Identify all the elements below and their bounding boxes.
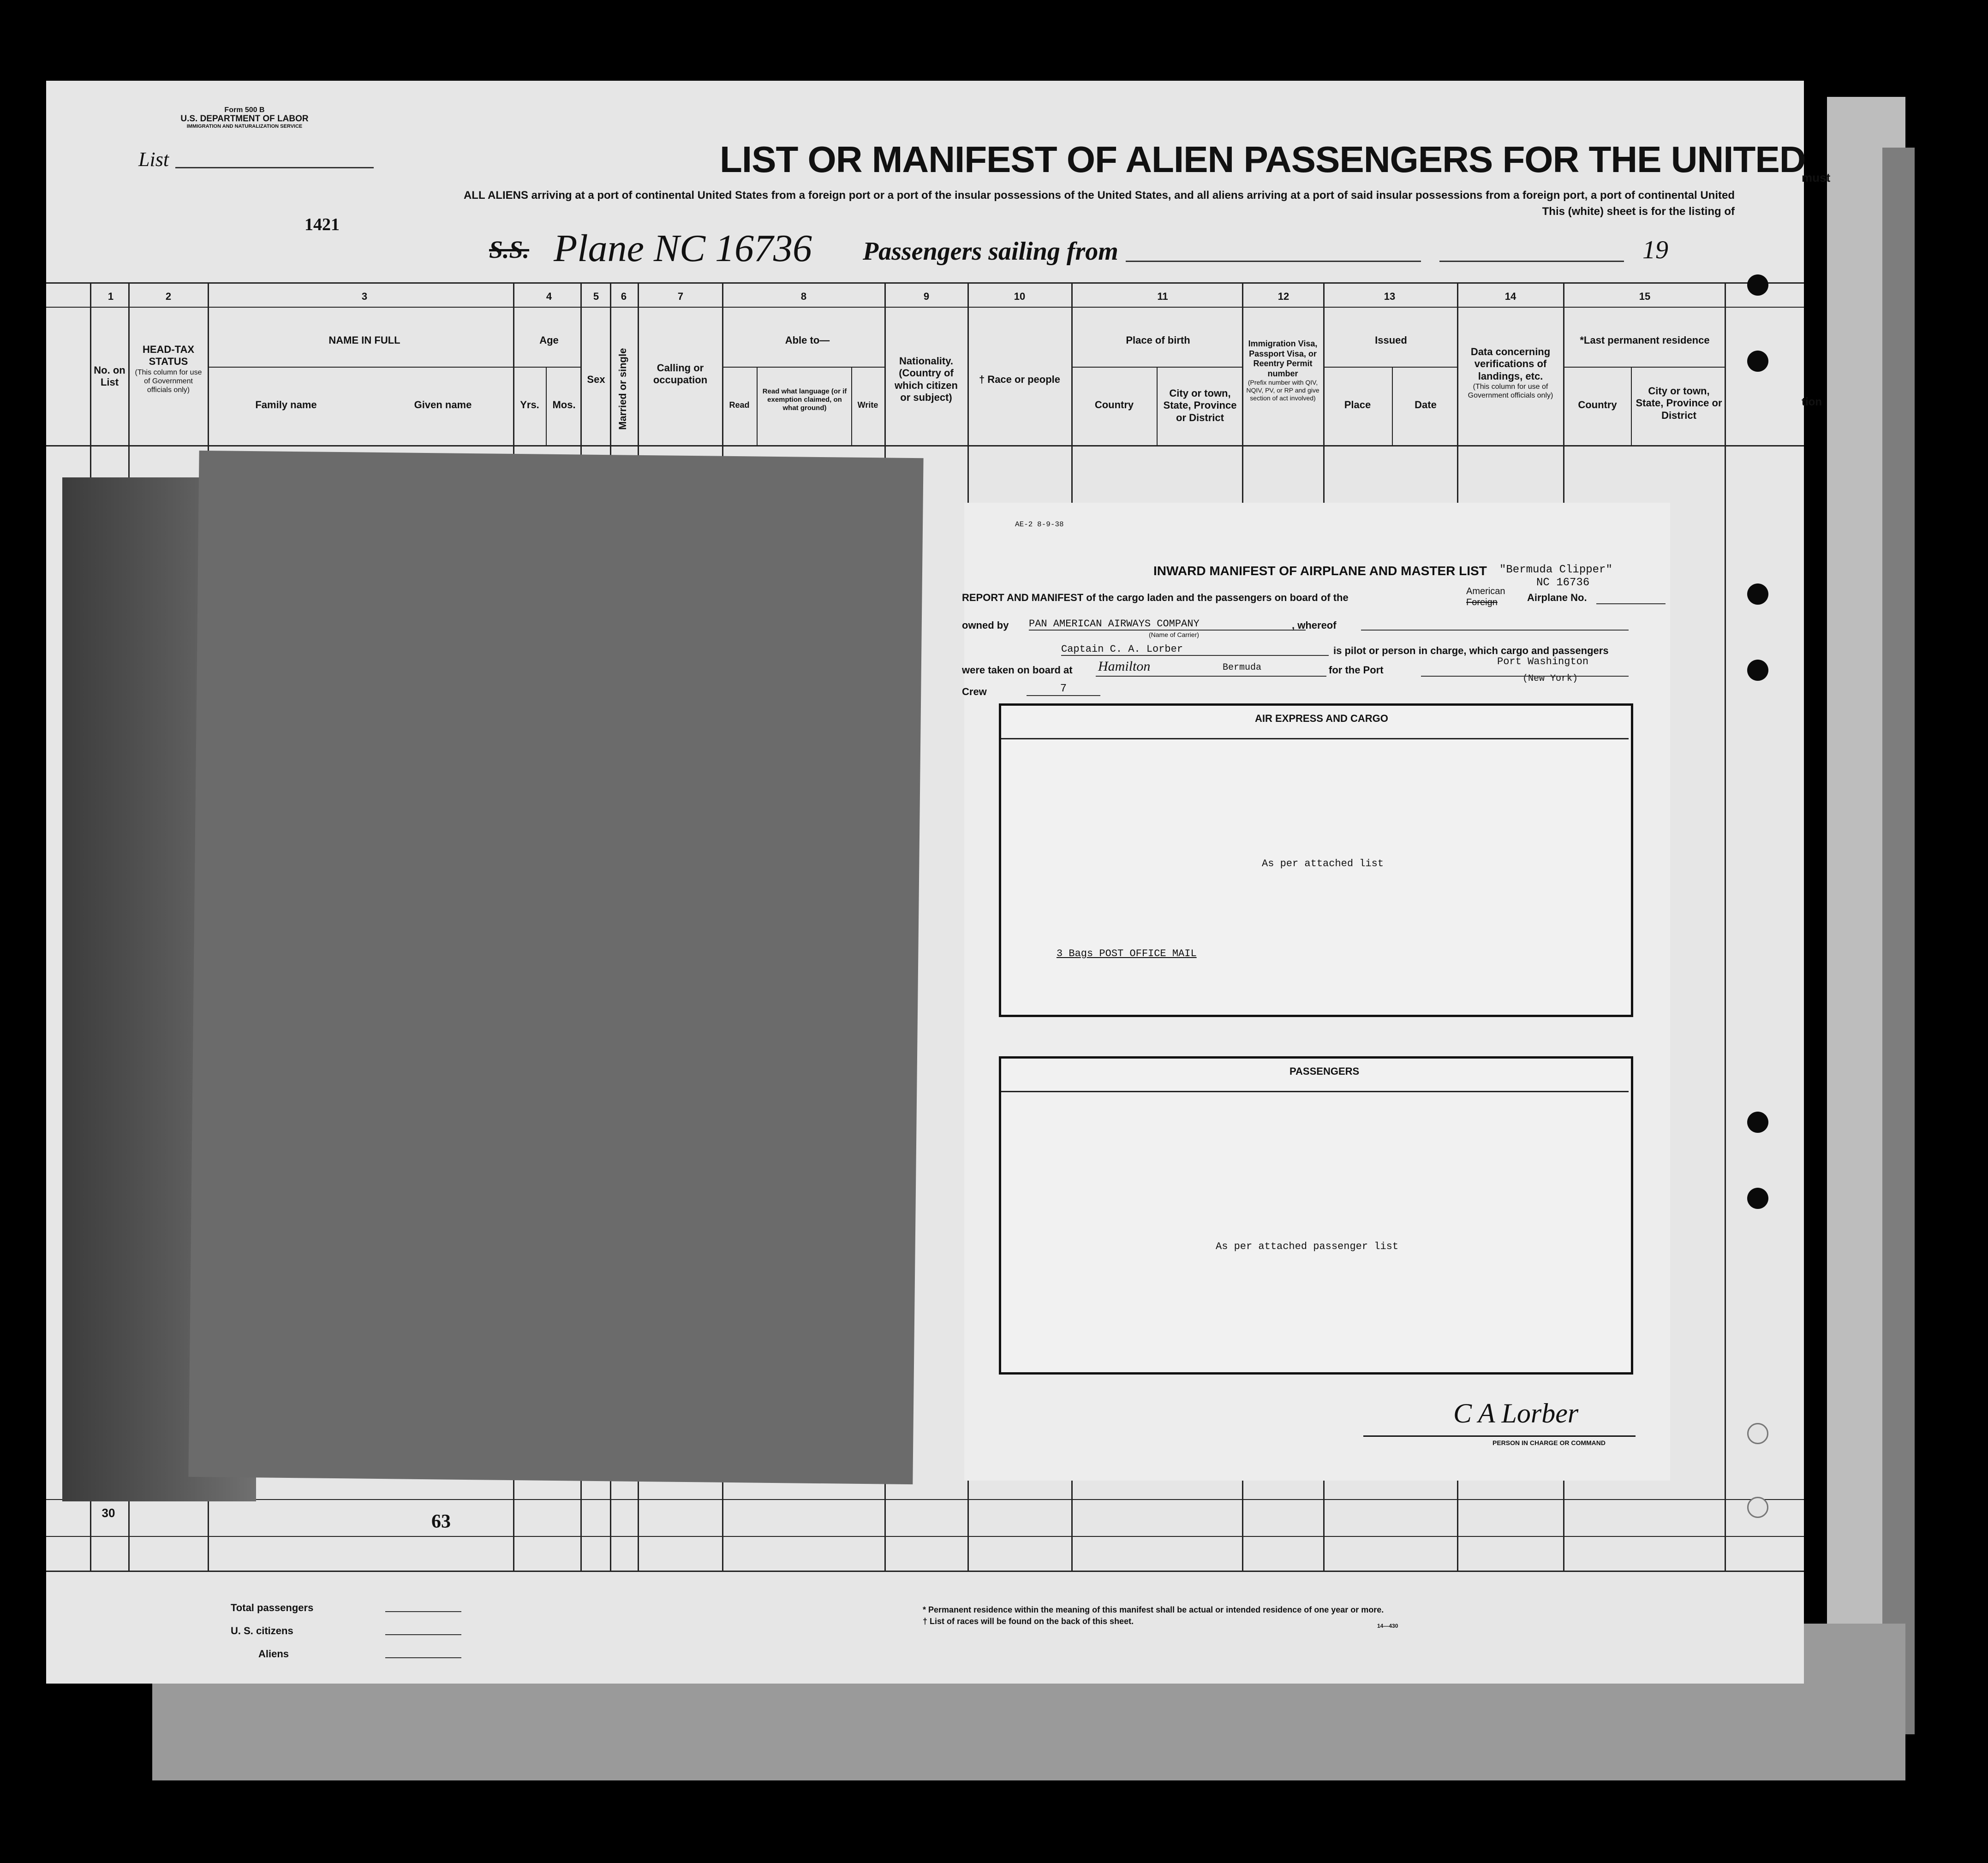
column-header-years: Yrs. (520, 399, 539, 411)
column-number: 5 (593, 291, 599, 302)
subheader-divider (1323, 367, 1457, 368)
column-number: 1 (107, 291, 114, 302)
footnote-races: † List of races will be found on the back of this sheet. (923, 1617, 1134, 1626)
binder-hole (1747, 583, 1768, 605)
column-number: 3 (361, 291, 368, 302)
column-header-place-of-birth: Place of birth (1126, 334, 1190, 346)
column-number: 10 (1014, 291, 1026, 302)
column-header-head-tax: HEAD-TAX STATUS (This column for use of Government officials only) (135, 344, 202, 394)
column-number: 4 (546, 291, 552, 302)
column-number: 7 (677, 291, 684, 302)
column-header-married: Married or single (616, 348, 628, 430)
pilot-text: is pilot or person in charge, which cargo and passengers (1333, 645, 1609, 656)
taken-place-line (1096, 676, 1326, 677)
passengers-box (999, 1056, 1633, 1375)
column-number: 15 (1639, 291, 1651, 302)
subheader-divider (757, 367, 758, 446)
foreign-label: Foreign (1466, 597, 1498, 607)
column-header-no-on-list: No. on List (94, 364, 125, 388)
report-text: REPORT AND MANIFEST of the cargo laden and the passengers on board of the (962, 592, 1349, 603)
binder-hole (1747, 1497, 1768, 1518)
total-passengers-label: Total passengers (231, 1602, 314, 1613)
signature-caption: PERSON IN CHARGE OR COMMAND (1492, 1439, 1606, 1446)
column-header-nationality: Nationality. (Country of which citizen or subject) (895, 355, 958, 404)
page-title: LIST OR MANIFEST OF ALIEN PASSENGERS FOR THE UNITED (720, 139, 1806, 180)
passengers-header-divider (1001, 1091, 1629, 1092)
column-header-given-name: Given name (414, 399, 472, 411)
column-header-family-name: Family name (255, 399, 317, 411)
whereof-label: , whereof (1292, 619, 1337, 631)
airplane-no-label: Airplane No. (1527, 592, 1587, 603)
subheader-divider (1631, 367, 1632, 446)
plane-name: "Bermuda Clipper" (1499, 564, 1612, 576)
row-30-mark: 63 (431, 1511, 451, 1532)
binder-hole (1747, 1188, 1768, 1209)
inward-form-code: AE-2 8-9-38 (1015, 520, 1064, 529)
subheader-divider (546, 367, 547, 446)
port-state: (New York) (1522, 673, 1578, 684)
aliens-label: Aliens (258, 1648, 289, 1660)
column-header-sex: Sex (587, 374, 605, 385)
us-citizens-label: U. S. citizens (231, 1625, 293, 1637)
column-number-divider (46, 307, 1804, 308)
column-number: 9 (923, 291, 930, 302)
column-header-visa: Immigration Visa, Passport Visa, or Reentry Permit number (Prefix number with QIV, NQIV, PV, or RP and give section of act involved) (1246, 339, 1319, 402)
column-header-months: Mos. (552, 399, 576, 411)
column-header-age: Age (539, 334, 559, 346)
subheader-divider (1392, 367, 1393, 446)
list-label: List (138, 148, 169, 171)
column-number: 6 (621, 291, 627, 302)
table-top-border (46, 282, 1804, 284)
row-divider (46, 1536, 1804, 1537)
year-prefix: 19 (1642, 236, 1668, 264)
cargo-header-divider (1001, 738, 1629, 739)
column-number: 12 (1278, 291, 1290, 302)
passengers-header: PASSENGERS (1290, 1065, 1360, 1077)
column-header-residence-city: City or town, State, Province or District (1636, 385, 1722, 421)
department-name: U.S. DEPARTMENT OF LABOR (180, 113, 309, 124)
column-header-verifications: Data concerning verifications of landings, etc. (This column for use of Government officials only) (1468, 346, 1553, 400)
table-bottom-border (46, 1571, 1804, 1572)
subheader-divider (722, 367, 884, 368)
plane-number: NC 16736 (1536, 577, 1590, 589)
print-code: 14—430 (1377, 1623, 1398, 1629)
column-number: 2 (165, 291, 172, 302)
stamp-number: 1421 (304, 215, 340, 234)
aliens-line (385, 1657, 461, 1658)
passengers-text: As per attached passenger list (1216, 1241, 1399, 1252)
binder-hole (1747, 351, 1768, 372)
column-header-issued-place: Place (1344, 399, 1371, 411)
subheader-divider (1563, 367, 1725, 368)
subheader-divider (1157, 367, 1158, 446)
subtitle-line-2: This (white) sheet is for the listing of (1542, 205, 1735, 218)
taken-place: Bermuda (1223, 662, 1262, 673)
form-header (175, 106, 314, 130)
sailing-from-line (1126, 261, 1421, 262)
column-number: 8 (800, 291, 807, 302)
vessel-name-handwritten: Plane NC 16736 (554, 227, 812, 270)
sailing-from-label: Passengers sailing from (863, 237, 1118, 266)
list-number-line (175, 167, 374, 168)
port-line (1421, 676, 1629, 677)
column-header-name: NAME IN FULL (328, 334, 400, 346)
column-header-race: † Race or people (979, 374, 1061, 385)
owned-by-label: owned by (962, 619, 1009, 631)
for-port-label: for the Port (1329, 664, 1384, 676)
taken-place-handwritten: Hamilton (1098, 659, 1151, 674)
column-number: 14 (1504, 291, 1516, 302)
service-name: IMMIGRATION AND NATURALIZATION SERVICE (186, 124, 303, 130)
taken-on-board-label: were taken on board at (962, 664, 1073, 676)
subheader-divider (851, 367, 852, 446)
column-number: 13 (1384, 291, 1396, 302)
cargo-header: AIR EXPRESS AND CARGO (1255, 713, 1388, 724)
inward-title: INWARD MANIFEST OF AIRPLANE AND MASTER LIST (1153, 564, 1487, 578)
column-header-read: Read (729, 400, 750, 410)
column-number: 11 (1157, 291, 1168, 302)
column-header-able-to: Able to— (785, 334, 830, 346)
name-of-carrier-caption: (Name of Carrier) (1149, 631, 1199, 638)
subheader-divider (208, 367, 513, 368)
owner-name: PAN AMERICAN AIRWAYS COMPANY (1029, 618, 1306, 631)
column-header-issued: Issued (1375, 334, 1407, 346)
footnote-residence: * Permanent residence within the meaning of this manifest shall be actual or intended residence of one year or more. (923, 1605, 1384, 1614)
binder-hole (1747, 274, 1768, 296)
signature-line (1363, 1435, 1636, 1437)
carrier-nationality (1466, 586, 1505, 608)
pilot-signature: C A Lorber (1453, 1398, 1579, 1428)
row-divider (46, 1499, 1804, 1500)
total-passengers-line (385, 1611, 461, 1612)
header-bottom-border (46, 445, 1804, 446)
column-header-birth-country: Country (1094, 399, 1134, 411)
port-name: Port Washington (1497, 656, 1589, 667)
mail-text: 3 Bags POST OFFICE MAIL (1057, 948, 1197, 959)
form-number: Form 500 B (224, 106, 265, 114)
underlying-page-edge-dark (1882, 148, 1915, 1734)
us-citizens-line (385, 1634, 461, 1635)
column-header-birth-city: City or town, State, Province or District (1163, 387, 1237, 423)
airplane-no-line (1596, 603, 1666, 604)
column-header-calling: Calling or occupation (653, 362, 708, 386)
row-number: 30 (101, 1506, 115, 1520)
ss-label: S.S. (489, 236, 530, 263)
crew-label: Crew (962, 686, 987, 697)
right-edge-must: must (1802, 171, 1831, 185)
binder-hole (1747, 1112, 1768, 1133)
column-header-write: Write (857, 400, 878, 410)
right-edge-tion: tion (1802, 396, 1822, 408)
column-header-read-language: Read what language (or if exemption claimed, on what ground) (762, 387, 847, 412)
subtitle-line-1: ALL ALIENS arriving at a port of continental United States from a foreign port or a port of the insular possessions of the United States, and all aliens arriving at a port of said insular possessions from a foreign port, a port of continental United (463, 189, 1735, 202)
subheader-divider (513, 367, 580, 368)
american-label: American (1466, 586, 1505, 596)
crew-value: 7 (1027, 683, 1100, 696)
binder-hole (1747, 1423, 1768, 1444)
column-divider (1725, 282, 1726, 1571)
pilot-name: Captain C. A. Lorber (1061, 643, 1329, 656)
whereof-line (1361, 630, 1629, 631)
date-line (1439, 261, 1624, 262)
cargo-text: As per attached list (1262, 858, 1384, 869)
overlay-translucent-sheet (188, 451, 923, 1484)
column-header-issued-date: Date (1415, 399, 1437, 411)
column-header-last-residence: *Last permanent residence (1580, 334, 1710, 346)
binder-hole (1747, 660, 1768, 681)
column-header-residence-country: Country (1578, 399, 1617, 411)
